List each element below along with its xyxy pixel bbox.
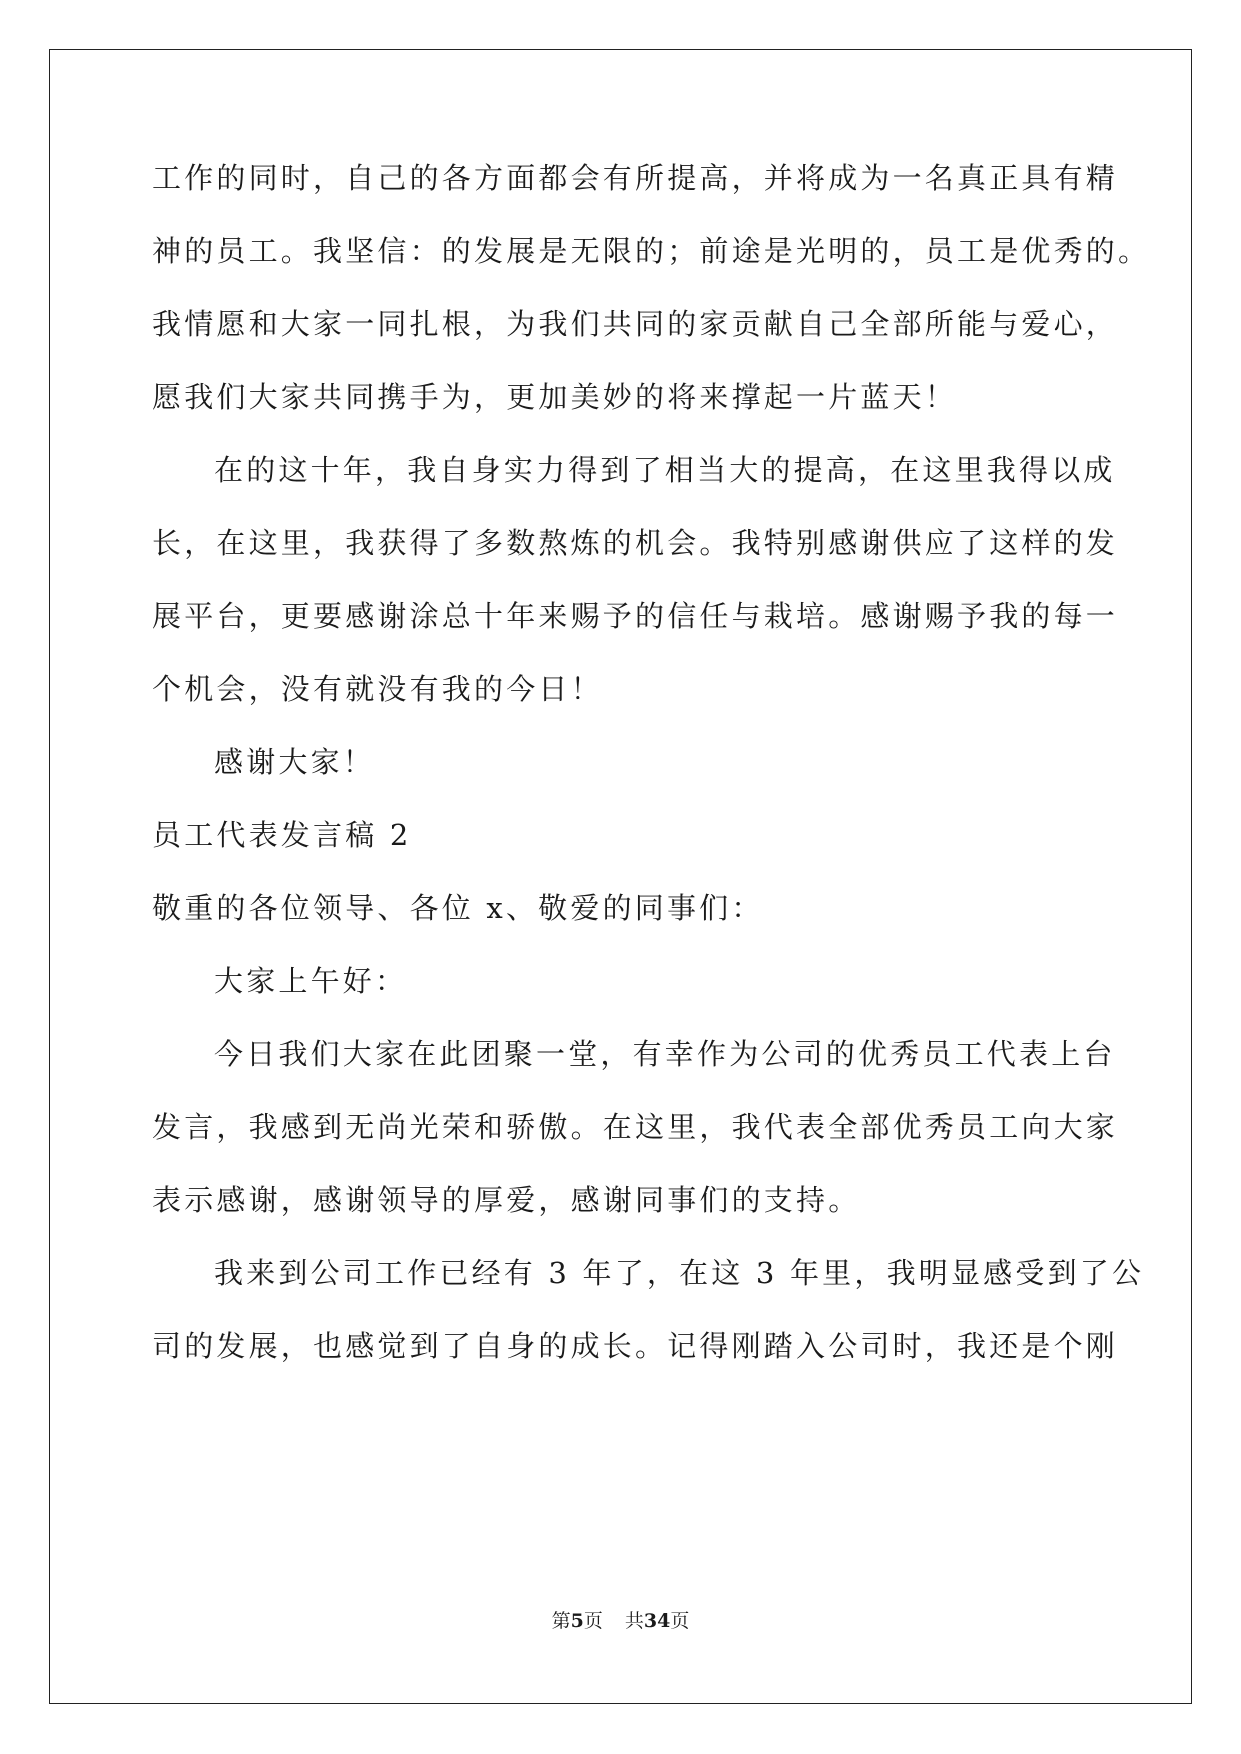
section-title: 员工代表发言稿 2: [152, 818, 412, 852]
text-line: 发言，我感到无尚光荣和骄傲。在这里，我代表全部优秀员工向大家: [152, 1110, 1119, 1144]
page-border: [49, 49, 1192, 1704]
closing-thanks: 感谢大家！: [214, 745, 376, 779]
text-line: 司的发展，也感觉到了自身的成长。记得刚踏入公司时，我还是个刚: [152, 1329, 1119, 1363]
paragraph-start: 我来到公司工作已经有 3 年了，在这 3 年里，我明显感受到了公: [214, 1256, 1145, 1290]
current-page-number: 5: [570, 1610, 584, 1632]
text-line: 神的员工。我坚信：的发展是无限的；前途是光明的，员工是优秀的。: [152, 234, 1151, 268]
page-footer: [0, 1606, 1241, 1633]
paragraph-start: 今日我们大家在此团聚一堂，有幸作为公司的优秀员工代表上台: [214, 1037, 1116, 1071]
salutation: 敬重的各位领导、各位 x、敬爱的同事们：: [152, 891, 764, 925]
footer-page-suffix: 页: [583, 1610, 603, 1632]
text-line: 长，在这里，我获得了多数熬炼的机会。我特别感谢供应了这样的发: [152, 526, 1119, 560]
text-line: 愿我们大家共同携手为，更加美妙的将来撑起一片蓝天！: [152, 380, 958, 414]
footer-total-prefix: 共: [624, 1610, 644, 1632]
text-line: 展平台，更要感谢涂总十年来赐予的信任与栽培。感谢赐予我的每一: [152, 599, 1119, 633]
text-line: 我情愿和大家一同扎根，为我们共同的家贡献自己全部所能与爱心，: [152, 307, 1119, 341]
text-line: 个机会，没有就没有我的今日！: [152, 672, 603, 706]
paragraph-start: 在的这十年，我自身实力得到了相当大的提高，在这里我得以成: [214, 453, 1116, 487]
total-page-count: 34: [643, 1610, 671, 1632]
text-line: 表示感谢，感谢领导的厚爱，感谢同事们的支持。: [152, 1183, 861, 1217]
footer-total-suffix: 页: [670, 1610, 690, 1632]
text-line: 工作的同时，自己的各方面都会有所提高，并将成为一名真正具有精: [152, 161, 1119, 195]
greeting: 大家上午好：: [214, 964, 408, 998]
footer-prefix: 第: [551, 1610, 571, 1632]
